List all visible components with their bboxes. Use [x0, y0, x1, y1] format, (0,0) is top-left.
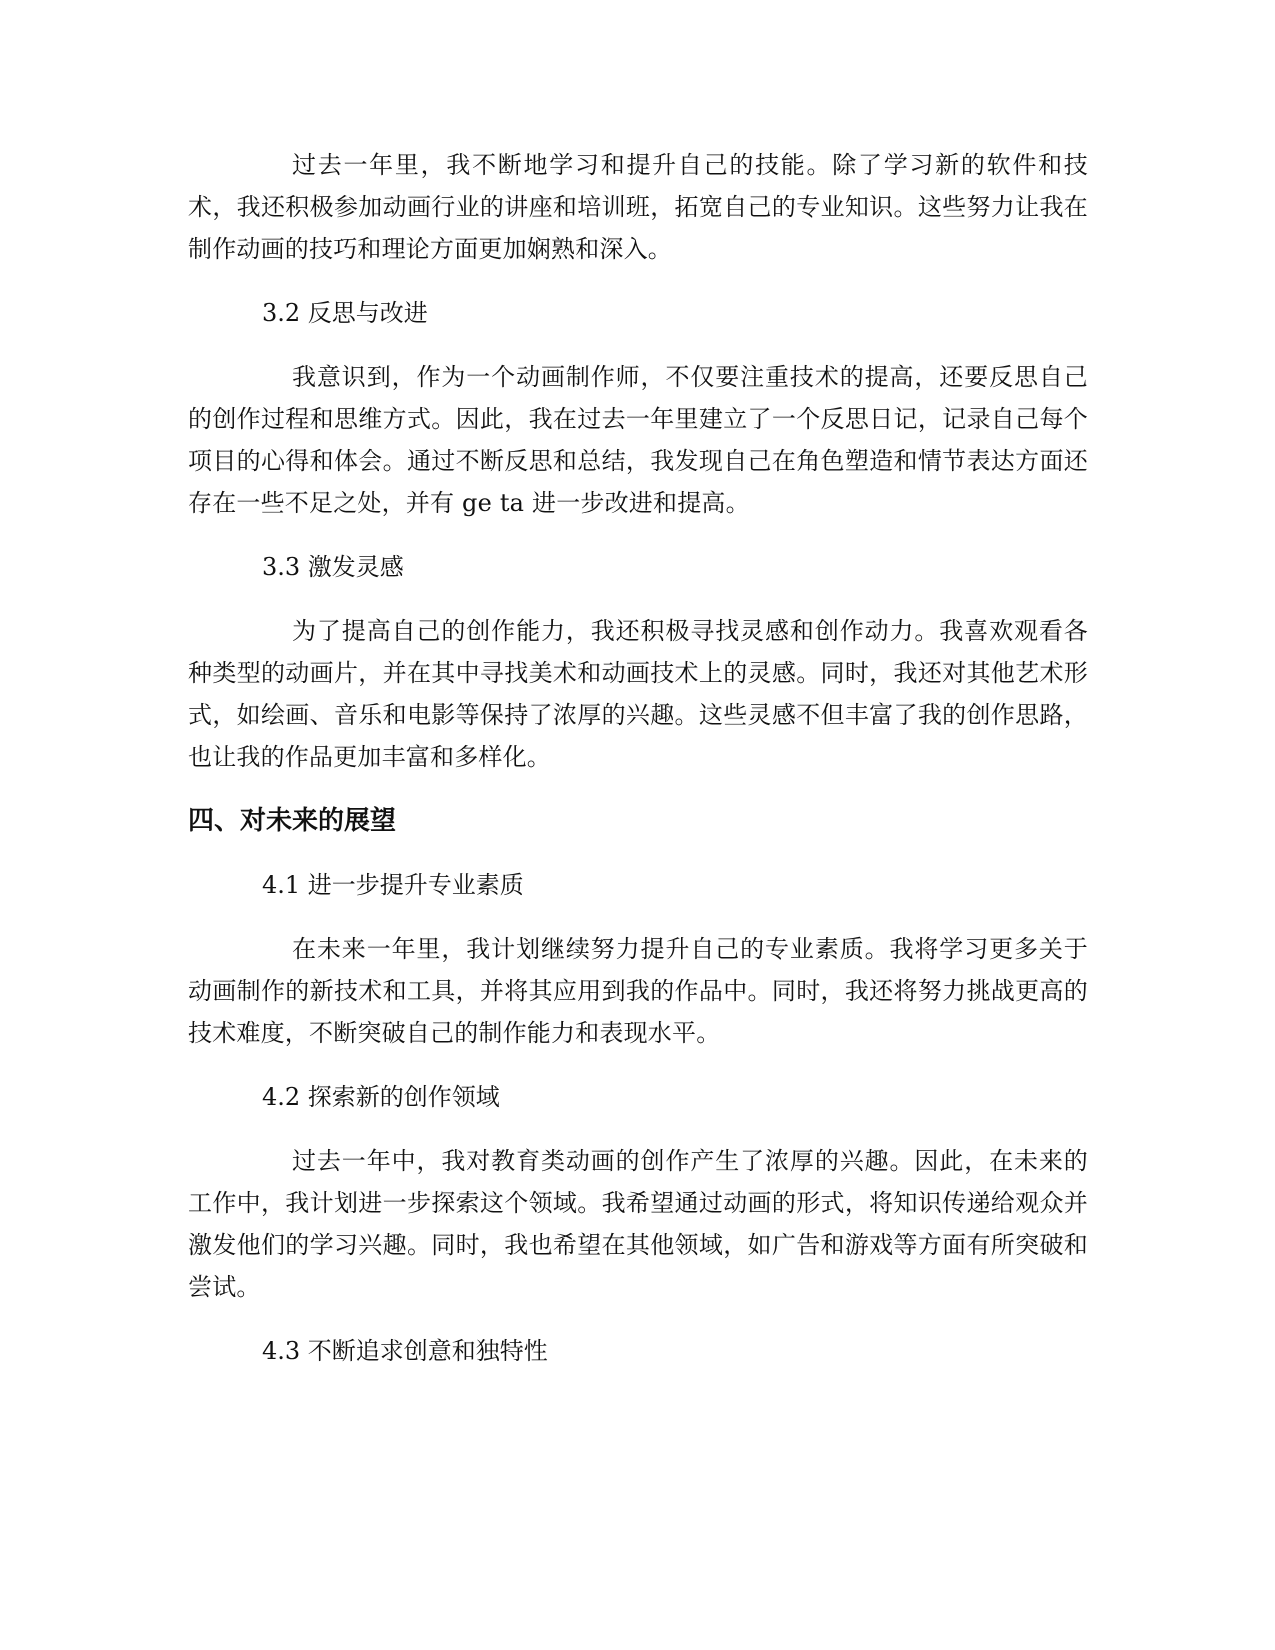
subheading-3-2: 3.2 反思与改进 — [262, 299, 428, 327]
paragraph-reflection: 我意识到，作为一个动画制作师，不仅要注重技术的提高，还要反思自己的创作过程和思维方式。因此，我在过去一年里建立了一个反思日记，记录自己每个项目的心得和体会。通过不断反思和总结，我发现自己在角色塑造和情节表达方面还存在一些不足之处，并有 ge ta 进一步改进和提高。 — [188, 363, 1088, 517]
subheading-3-3: 3.3 激发灵感 — [262, 553, 404, 581]
subheading-4-1: 4.1 进一步提升专业素质 — [262, 871, 524, 899]
subheading-4-3: 4.3 不断追求创意和独特性 — [262, 1337, 548, 1365]
section-heading-4: 四、对未来的展望 — [188, 806, 397, 836]
document-body — [188, 144, 1088, 1394]
paragraph-inspiration: 为了提高自己的创作能力，我还积极寻找灵感和创作动力。我喜欢观看各种类型的动画片，并在其中寻找美术和动画技术上的灵感。同时，我还对其他艺术形式，如绘画、音乐和电影等保持了浓厚的兴趣。这些灵感不但丰富了我的创作思路，也让我的作品更加丰富和多样化。 — [188, 617, 1088, 771]
subheading-4-2: 4.2 探索新的创作领域 — [262, 1083, 500, 1111]
paragraph-skills-learning: 过去一年里，我不断地学习和提升自己的技能。除了学习新的软件和技术，我还积极参加动画行业的讲座和培训班，拓宽自己的专业知识。这些努力让我在制作动画的技巧和理论方面更加娴熟和深入。 — [188, 151, 1088, 263]
paragraph-professional-growth: 在未来一年里，我计划继续努力提升自己的专业素质。我将学习更多关于动画制作的新技术和工具，并将其应用到我的作品中。同时，我还将努力挑战更高的技术难度，不断突破自己的制作能力和表现水平。 — [188, 935, 1088, 1047]
paragraph-new-fields: 过去一年中，我对教育类动画的创作产生了浓厚的兴趣。因此，在未来的工作中，我计划进一步探索这个领域。我希望通过动画的形式，将知识传递给观众并激发他们的学习兴趣。同时，我也希望在其他领域，如广告和游戏等方面有所突破和尝试。 — [188, 1147, 1088, 1301]
